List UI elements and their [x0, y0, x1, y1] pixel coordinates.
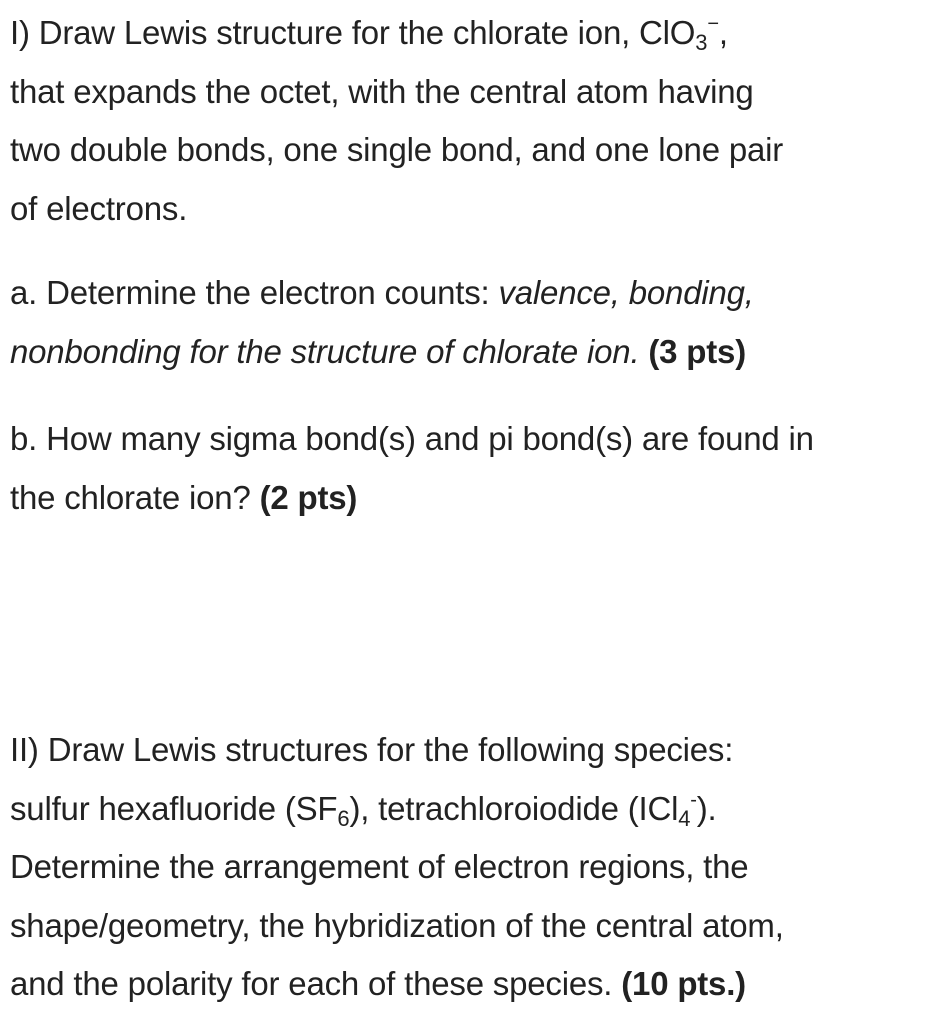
q1b-text: the chlorate ion?	[10, 478, 260, 516]
q2-line-5-text: and the polarity for each of these species.	[10, 965, 622, 1002]
q2-points: (10 pts.)	[621, 965, 746, 1002]
q1-line-1	[10, 4, 936, 63]
q1-line-1-text: I) Draw Lewis structure for the chlorate ion, ClO	[10, 14, 696, 51]
question-1a	[10, 264, 936, 381]
icl4-subscript: 4	[678, 805, 691, 831]
q1a-line-2	[10, 323, 936, 382]
q1-line-3: two double bonds, one single bond, and one lone pair	[10, 131, 784, 168]
chlorate-subscript: 3	[695, 30, 708, 55]
chlorate-charge: −	[707, 13, 719, 35]
q2-line-1: II) Draw Lewis structures for the following species:	[10, 731, 734, 768]
q1-line-1-end: ,	[718, 14, 728, 51]
q1a-line-1	[10, 264, 936, 323]
q1-line-2: that expands the octet, with the central atom having	[10, 72, 754, 110]
q2-line-3: Determine the arrangement of electron regions, the	[10, 848, 749, 885]
q1b-points: (2 pts)	[259, 478, 358, 516]
sf6-subscript: 6	[337, 805, 350, 831]
q2-line-2-end: ).	[696, 789, 717, 827]
q2-line-4: shape/geometry, the hybridization of the central atom,	[10, 906, 784, 944]
question-1b	[10, 410, 936, 527]
question-2	[10, 721, 936, 1014]
q2-line-2	[10, 780, 936, 839]
question-1	[10, 4, 936, 238]
q1a-italic-1: valence, bonding,	[498, 274, 754, 311]
q1a-text: a. Determine the electron counts:	[10, 274, 499, 311]
q1a-italic-2: nonbonding for the structure of chlorate ion.	[10, 332, 640, 370]
q2-line-5	[10, 955, 936, 1014]
q2-sf6-text: sulfur hexafluoride (SF	[10, 789, 338, 827]
q1b-line-2	[10, 469, 936, 528]
icl4-charge: -	[690, 788, 697, 811]
q2-icl4-text: ), tetrachloroiodide (ICl	[349, 789, 679, 827]
q1a-points: (3 pts)	[648, 332, 746, 370]
q1-line-4: of electrons.	[10, 189, 188, 227]
q1b-line-1: b. How many sigma bond(s) and pi bond(s) are found in	[10, 420, 814, 457]
